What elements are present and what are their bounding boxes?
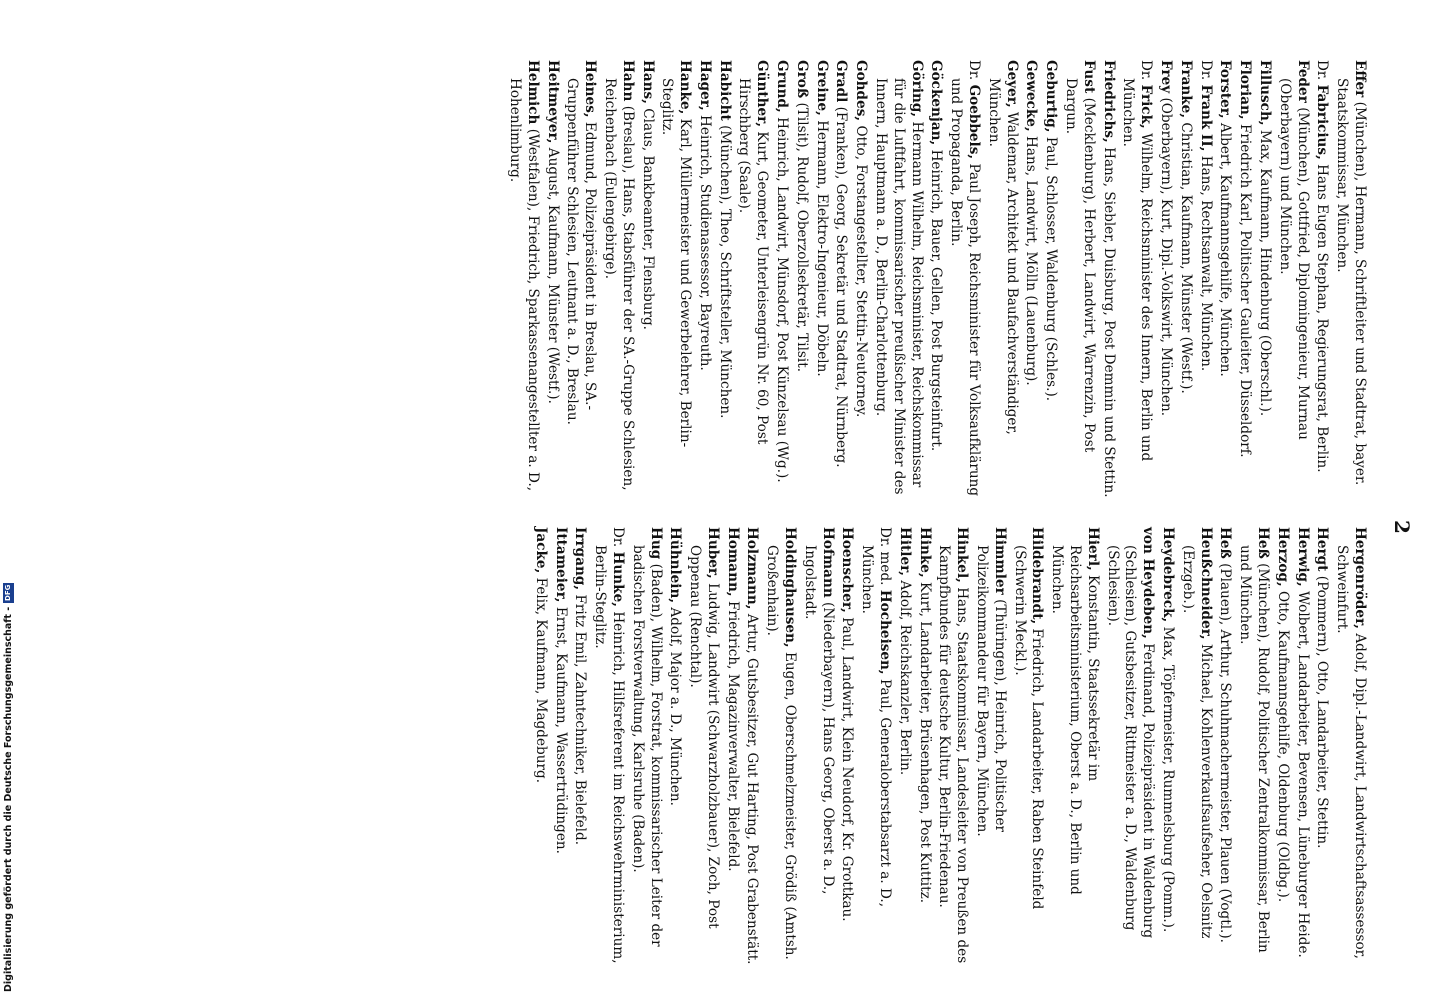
directory-entry — [543, 60, 561, 499]
directory-entry — [685, 527, 721, 966]
entry-title-prefix: Dr. — [609, 527, 626, 548]
directory-entry — [812, 60, 830, 499]
entry-surname: Heines, — [582, 60, 599, 118]
directory-entry — [984, 60, 1020, 499]
entry-details: (Franken), Georg, Sekretär und Stadtrat, Nürnberg. — [833, 106, 850, 468]
entry-details: (Niederbayern), Hans Georg, Oberst a. D., Ingolstadt. — [801, 545, 836, 895]
directory-entry — [1216, 60, 1234, 499]
entry-title-prefix: Dr. — [1138, 60, 1155, 81]
entry-details: Kurt, Landarbeiter, Brüsenhagen, Post Kuttitz. — [916, 582, 933, 904]
entry-surname: Heß — [1255, 527, 1272, 559]
entry-surname: Holdinghausen, — [782, 527, 799, 648]
entry-details: (Breslau), Hans, Stabsführer der SA.-Gruppe Schlesien, Reichenbach (Eulengebirge). — [601, 78, 636, 491]
entry-details: Artur, Gutsbesitzer, Gut Harting, Post Grabenstätt. — [744, 613, 761, 965]
entry-details: Otto, Kaufmannsgehilfe, Oldenburg (Oldbg.). — [1274, 591, 1291, 903]
entry-details: Otto, Forstangestellter, Stettin-Neutorney. — [853, 125, 870, 418]
directory-entry — [551, 527, 569, 966]
credit-text: Digitalisierung gefördert durch die Deutsche Forschungsgemeinschaft - — [3, 606, 14, 992]
entry-surname: Heitmeyer, — [544, 60, 561, 144]
page-number: 2 — [1390, 520, 1414, 534]
entry-surname: von Heydeben, — [1140, 527, 1157, 639]
entry-surname: Heß — [1217, 527, 1234, 559]
directory-entry — [658, 60, 694, 499]
directory-entry — [927, 60, 945, 499]
entry-details: Edmund, Polizeipräsident in Breslau, SA.-Gruppenführer Schlesien, Leutnant a. D., Breslau. — [564, 78, 599, 425]
entry-surname: Hergt — [1314, 527, 1331, 572]
entry-surname: Göckenjan, — [928, 60, 945, 146]
directory-entry — [1216, 527, 1234, 966]
entry-surname: Hitler, — [896, 527, 913, 577]
directory-entry — [1047, 527, 1100, 966]
entry-surname: Hager, — [696, 60, 713, 111]
entry-surname: Fabricius, — [1314, 84, 1331, 160]
entry-surname: Jacke, — [532, 527, 549, 574]
entry-surname: Hans, — [639, 60, 656, 104]
entry-surname: Herwig, — [1294, 527, 1311, 587]
entry-surname: Florian, — [1237, 60, 1254, 120]
directory-entry — [1332, 527, 1368, 966]
entry-details: (Mecklenburg), Herbert, Landwirt, Warrenzin, Post Dargun. — [1063, 78, 1097, 453]
entry-surname: Herzog, — [1274, 527, 1291, 587]
entry-details: Adolf, Dipl.-Landwirt, Landwirtschaftsassessor, Schweinfurt. — [1334, 545, 1368, 959]
directory-entry — [1103, 527, 1156, 966]
entry-surname: Heußchneider, — [1197, 527, 1214, 640]
entry-surname: Geyer, — [1003, 60, 1020, 108]
entry-surname: Homann, — [724, 527, 741, 597]
entry-details: Max, Kaufmann, Hindenburg (Oberschl.). — [1257, 129, 1274, 417]
entry-surname: Hinke, — [916, 527, 933, 578]
entry-details: Ernst, Kaufmann, Wassertrüdingen. — [552, 606, 569, 854]
entry-surname: Helmich — [524, 60, 541, 125]
entry-surname: Hanke, — [677, 60, 694, 115]
entry-surname: Heydebreck, — [1160, 527, 1177, 623]
digitization-credit — [3, 583, 14, 992]
entry-details: Hermann Wilhelm, Reichsminister, Reichskommissar für die Luftfahrt, kommissarischer preußischer Minister des Innern, Hauptmann a. D., Berlin-Charlottenburg. — [873, 78, 925, 495]
directory-entry — [1293, 527, 1311, 966]
entry-surname: Himmler — [991, 527, 1008, 595]
entry-details: (Tilsit), Rudolf, Oberzollsekretär, Tilsit. — [793, 102, 810, 373]
entry-title-prefix: Dr. — [1314, 60, 1331, 81]
directory-entry — [772, 60, 790, 499]
entry-surname: Goebbels, — [966, 84, 983, 160]
directory-entry — [972, 527, 1008, 966]
entry-surname: Fillusch, — [1257, 60, 1274, 126]
directory-entry — [832, 60, 850, 499]
directory-entry — [792, 60, 810, 499]
entry-details: Christian, Kaufmann, Münster (Westf.). — [1177, 122, 1194, 394]
entry-details: Waldemar, Architekt und Baufachverständiger, München. — [985, 78, 1020, 435]
directory-entry — [563, 60, 599, 499]
directory-entry — [857, 527, 893, 966]
entry-surname: Feder — [1294, 60, 1311, 103]
entry-surname: Ittameier, — [552, 527, 569, 603]
entry-surname: Habicht — [716, 60, 733, 121]
entry-details: (Plauen), Arthur, Schuhmachermeister, Plauen (Vogtl.). — [1217, 563, 1234, 943]
entry-details: Hans, Rechtsanwalt, München. — [1197, 155, 1214, 372]
entry-details: (München), Rudolf, Politischer Zentralkommissar, Berlin und München. — [1237, 545, 1272, 953]
entry-details: (Oberbayern), Kurt, Dipl.-Volkswirt, München. — [1158, 97, 1175, 417]
directory-entry — [505, 60, 541, 499]
entry-details: Konstantin, Staatssekretär im Reichsarbeitsministerium, Oberst a. D., Berlin und München. — [1049, 545, 1101, 895]
directory-entry — [715, 60, 733, 499]
entry-details: Max, Töpfermeister, Rummelsburg (Pomm.). — [1160, 626, 1177, 933]
entry-surname: Hinkel, — [954, 527, 971, 583]
entry-details: Paul Joseph, Reichsminister für Volksaufklärung und Propaganda, Berlin. — [948, 78, 983, 497]
directory-entry — [1275, 60, 1311, 499]
entry-details: (Baden), Wilhelm, Forstrat, kommissarischer Leiter der badischen Forstverwaltung, Karlsruhe (Baden). — [629, 545, 664, 947]
directory-entry — [735, 60, 771, 499]
entry-details: (Thüringen), Heinrich, Politischer Polizeikommandeur für Bayern, München. — [974, 545, 1008, 837]
directory-entry — [1235, 527, 1271, 966]
entry-details: Kurt, Geometer, Unterleisengrün Nr. 60, Post Hirschberg (Saale). — [736, 78, 771, 445]
entry-details: Karl, Müllermeister und Gewerbelehrer, Berlin-Steglitz. — [659, 78, 694, 448]
entry-surname: Günther, — [754, 60, 771, 128]
directory-entry — [1022, 60, 1040, 499]
entry-details: Hans, Landwirt, Mölln (Lauenburg). — [1023, 136, 1040, 386]
entry-title-prefix: Dr. med. — [877, 527, 894, 586]
directory-entry — [600, 60, 636, 499]
entry-surname: Irrgang, — [572, 527, 589, 591]
entry-surname: Gewecke, — [1023, 60, 1040, 132]
entry-surname: Friedrichs, — [1100, 60, 1117, 143]
entry-details: Hans, Staatskommissar, Landesleiter von Preußen des Kampfbundes für deutsche Kultur, Berlin-Friedenau. — [936, 545, 971, 964]
dfg-logo-icon: DFG — [4, 584, 12, 601]
entry-surname: Hildebrandt, — [1029, 527, 1046, 625]
entry-details: Fritz Emil, Zahntechniker, Bielefeld. — [572, 594, 589, 846]
entry-surname: Grund, — [774, 60, 791, 113]
directory-entry — [666, 527, 684, 966]
entry-surname: Huber, — [704, 527, 721, 579]
directory-entry — [1061, 60, 1097, 499]
entry-details: Heinrich, Landwirt, Münsdorf, Post Künzelsau (Wg.). — [774, 117, 791, 483]
entry-details: Ludwig, Landwirt (Schwarzholzbauer), Zoch, Post Oppenau (Renchtal). — [687, 545, 721, 929]
entry-surname: Hunke, — [609, 551, 626, 607]
directory-entry — [531, 527, 549, 966]
directory-entry — [1158, 527, 1176, 966]
entry-details: (München), Gottfried, Diplomingenieur, Murnau (Oberbayern) und München. — [1276, 78, 1311, 440]
entry-details: Adolf, Reichskanzler, Berlin. — [896, 580, 913, 776]
entry-details: Friedrich, Landarbeiter, Raben Steinfeld (Schwerin Meckl.). — [1011, 545, 1046, 910]
entry-surname: Hahn — [619, 60, 636, 102]
directory-entry — [1255, 60, 1273, 499]
entry-details: Hans, Siebler, Duisburg, Post Demmin und Stettin. — [1100, 147, 1117, 498]
entry-details: Hermann, Elektro-Ingenieur, Döbeln. — [813, 120, 830, 377]
entry-details: Claus, Bankbeamter, Flensburg. — [639, 108, 656, 330]
entry-details: Paul, Schlosser, Waldenburg (Schles.). — [1043, 136, 1060, 402]
entry-surname: Hocheisen, — [877, 589, 894, 675]
entry-surname: Greine, — [813, 60, 830, 116]
directory-entry — [946, 60, 982, 499]
entry-details: Heinrich, Bauer, Gellen, Post Burgsteinfurt. — [928, 149, 945, 452]
entry-title-prefix: Dr. — [1197, 60, 1214, 81]
entry-details: (München), Hermann, Schriftleiter und Stadtrat, bayer. Staatskommissar, München. — [1334, 78, 1368, 486]
entry-details: Michael, Kohlenverkaufsaufseher, Oelsnitz (Erzgeb.). — [1179, 545, 1214, 939]
directory-entry — [723, 527, 741, 966]
entry-surname: Gohdes, — [853, 60, 870, 122]
entry-surname: Frey — [1158, 60, 1175, 94]
entry-surname: Frank II, — [1197, 84, 1214, 152]
directory-entry — [1178, 527, 1214, 966]
entry-details: Felix, Kaufmann, Magdeburg. — [532, 577, 549, 784]
entry-details: August, Kaufmann, Münster (Westf.). — [544, 147, 561, 404]
directory-entry — [1273, 527, 1291, 966]
directory-entry — [1235, 60, 1253, 499]
entry-columns — [503, 60, 1368, 966]
entry-surname: Hergenröder, — [1352, 527, 1368, 629]
entry-details: Wolbert, Landarbeiter, Bevensen, Lüneburger Heide. — [1294, 591, 1311, 958]
entry-surname: Hierl, — [1084, 527, 1101, 571]
directory-entry — [1041, 60, 1059, 499]
directory-entry — [1156, 60, 1174, 499]
directory-entry — [695, 60, 713, 499]
entry-details: Paul, Generaloberstabsarzt a. D., München. — [859, 545, 894, 908]
entry-surname: Holzmann, — [744, 527, 761, 610]
entry-details: Albert, Kaufmannsgehilfe, München. — [1217, 122, 1234, 377]
directory-entry — [935, 527, 971, 966]
entry-details: Wilhelm, Reichsminister des Innern, Berlin und München. — [1120, 78, 1155, 462]
directory-entry — [628, 527, 664, 966]
entry-details: Ferdinand, Polizeipräsident in Waldenburg (Schlesien), Gutsbesitzer, Rittmeister a. D., Waldenburg (Schlesien). — [1104, 545, 1157, 939]
entry-surname: Hühnlein, — [667, 527, 684, 604]
directory-entry — [1313, 527, 1331, 966]
directory-entry — [871, 60, 924, 499]
entry-surname: Gradl — [833, 60, 850, 103]
entry-details: Friedrich Karl, Politischer Gauleiter, Düsseldorf. — [1237, 123, 1254, 458]
right-column — [503, 527, 1368, 966]
entry-surname: Hofmann — [819, 527, 836, 598]
entry-surname: Hoenscher, — [839, 527, 856, 613]
directory-entry — [1119, 60, 1155, 499]
entry-details: Hans Eugen Stephan, Regierungsrat, Berlin. — [1314, 164, 1331, 473]
entry-surname: Forster, — [1217, 60, 1234, 119]
directory-entry — [571, 527, 589, 966]
directory-entry — [895, 527, 913, 966]
entry-details: (Westfalen), Friedrich, Sparkassenangestellter a. D., Hohenlimburg. — [506, 78, 541, 492]
entry-surname: Hug — [647, 527, 664, 560]
directory-entry — [1099, 60, 1117, 499]
entry-surname: Effer — [1352, 60, 1368, 98]
entry-details: Adolf, Major a. D., München. — [667, 607, 684, 806]
directory-entry — [1332, 60, 1368, 499]
entry-surname: Groß — [793, 60, 810, 99]
directory-entry — [590, 527, 626, 966]
entry-details: Heinrich, Hilfsreferent im Reichswehrministerium, Berlin-Steglitz. — [592, 545, 626, 964]
directory-entry — [1196, 60, 1214, 499]
entry-surname: Franke, — [1177, 60, 1194, 119]
directory-entry — [1176, 60, 1194, 499]
entry-details: Friedrich, Magazinverwalter, Bielefeld. — [724, 600, 741, 872]
entry-title-prefix: Dr. — [966, 60, 983, 81]
directory-entry — [743, 527, 761, 966]
entry-details: Paul, Landwirt, Klein Neudorf, Kr. Grottkau. — [839, 617, 856, 922]
left-column — [503, 60, 1368, 499]
directory-entry — [915, 527, 933, 966]
entry-surname: Fust — [1080, 60, 1097, 94]
entry-surname: Geburtig, — [1043, 60, 1060, 133]
directory-entry — [1010, 527, 1046, 966]
entry-surname: Göring, — [908, 60, 925, 118]
entry-details: (Pommern), Otto, Landarbeiter, Stettin. — [1314, 575, 1331, 849]
directory-entry — [800, 527, 836, 966]
directory-entry — [851, 60, 869, 499]
directory-entry — [763, 527, 799, 966]
directory-entry — [838, 527, 856, 966]
directory-entry — [1313, 60, 1331, 499]
entry-details: Heinrich, Studienassessor, Bayreuth. — [696, 115, 713, 371]
entry-surname: Frick, — [1138, 84, 1155, 129]
entry-details: (München), Theo, Schriftsteller, München. — [716, 125, 733, 419]
entry-details: Eugen, Oberschmelzmeister, Grödiß (Amtsh. Großenhain). — [764, 545, 799, 960]
directory-entry — [638, 60, 656, 499]
